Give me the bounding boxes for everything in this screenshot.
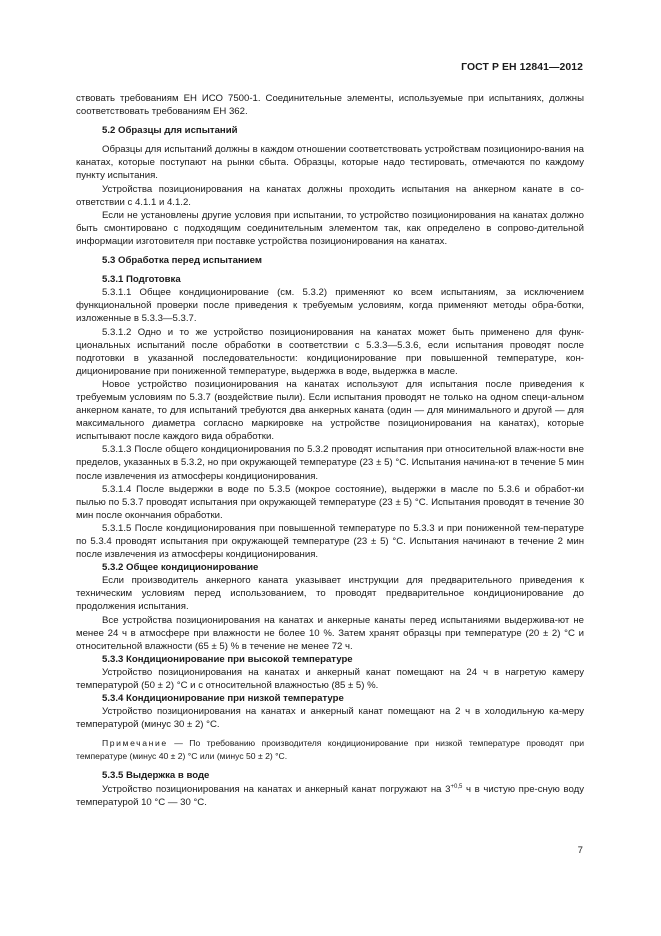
paragraph-5-3-1-3: 5.3.1.3 После общего кондиционирования по 5.3.2 проводят испытания при относительной влаж-ности вне пределов, указанных в 5.3.2, но при окружающей температуре (23 ± 5) °С. Испытания начина-ют в течение 5 мин после извлечения из атмосферы кондиционирования.: [76, 444, 584, 482]
paragraph-5-3-4: Устройство позиционирования на канатах и анкерный канат помещают на 2 ч в холодильную ка-меру температурой (минус 30 ± 2) °С.: [76, 706, 584, 731]
tolerance-superscript: +0,5: [450, 783, 463, 790]
paragraph-5-3-2-b: Все устройства позиционирования на канатах и анкерные канаты перед испытаниями выдержива-ют не менее 24 ч в атмосфере при влажности не более 10 %. Затем хранят образцы при температуре (20 ± 2) °С и относительной влажности (65 ± 5) % в течение не менее 72 ч.: [76, 614, 584, 652]
paragraph-5-3-3: Устройство позиционирования на канатах и анкерный канат помещают на 24 ч в нагретую камеру температурой (50 ± 2) °С и с относительной влажностью (85 ± 5) %.: [76, 666, 584, 692]
paragraph-5-3-5-start: Устройство позиционирования на канатах и анкерный канат погружают на 3: [102, 783, 451, 795]
paragraph-5-2-c: Если не установлены другие условия при испытании, то устройство позиционирования на канатах должно быть смонтировано с подходящим соединительным элементом так, как определено в сопрово-дительной информации изготовителя при поставке устройства позиционирования на канатах.: [76, 209, 584, 247]
paragraph-5-2-a: Образцы для испытаний должны в каждом отношении соответствовать устройствам позициониро-вания на канатах, которые поступают на рынки сбыта. Образцы, которые надо тестировать, отмечаются по каждому пункту испытания.: [76, 144, 584, 182]
section-heading-5-3-1: 5.3.1 Подготовка: [102, 274, 181, 286]
paragraph-5-3-2-a: Если производитель анкерного каната указывает инструкции для предварительного приведения к техническим условиям перед использованием, то проводят предварительное кондиционирование до продолжения испытания.: [76, 575, 584, 613]
paragraph-5-2-b: Устройства позиционирования на канатах должны проходить испытания на анкерном канате в со-ответствии с 4.1.1 и 4.1.2.: [76, 183, 584, 208]
note-label: Примечание: [102, 738, 168, 749]
paragraph-5-3-1-1: 5.3.1.1 Общее кондиционирование (см. 5.3.2) применяют ко всем испытаниям, за исключением функциональной проверки после приведения к требуемым условиям, когда применяют методы обра-ботки, изложенные в 5.3.3—5.3.7.: [76, 287, 584, 325]
section-heading-5-3-3: 5.3.3 Кондиционирование при высокой температуре: [102, 653, 353, 665]
note-paragraph: [76, 737, 584, 763]
document-body: [76, 92, 584, 809]
note-text: — По требованию производителя кондиционирование при низкой температуре проводят при температуре (минус 40 ± 2) °С или (минус 50 ± 2) °С.: [76, 738, 584, 762]
standard-number-header: ГОСТ Р ЕН 12841—2012: [461, 62, 583, 73]
paragraph-5-3-1-4: 5.3.1.4 После выдержки в воде по 5.3.5 (мокрое состояние), выдержки в масле по 5.3.6 и обработ-ки пылью по 5.3.7 проводят испытания при окружающей температуре (23 ± 5) °С. Испытания проводят в течение 30 мин после окончания обработки.: [76, 483, 584, 521]
section-heading-5-3-2: 5.3.2 Общее кондиционирование: [102, 562, 259, 574]
page-number: 7: [577, 845, 583, 856]
paragraph-5-3-1-5: 5.3.1.5 После кондиционирования при повышенной температуре по 5.3.3 и при пониженной тем-пературе по 5.3.4 проводят испытания при окружающей температуре (23 ± 5) °С. Испытания начинают в течение 2 мин после извлечения из атмосферы кондиционирования.: [76, 522, 584, 561]
paragraph-5-3-1-2: 5.3.1.2 Одно и то же устройство позиционирования на канатах может быть применено для функ-циональных испытаний после обработки в соответствии с 5.3.3—5.3.6, если испытания проводят после подготовки в указанной последовательности: кондиционирование при повышенной температуре, кон-диционирование при пониженной температуре, выдержка в воде, выдержка в масле.: [76, 326, 584, 377]
paragraph-continuation: ствовать требованиям ЕН ИСО 7500-1. Соединительные элементы, используемые при испытаниях, должны соответствовать требованиям ЕН 362.: [76, 93, 584, 118]
section-heading-5-3-5: 5.3.5 Выдержка в воде: [102, 770, 210, 782]
section-heading-5-3: 5.3 Обработка перед испытанием: [102, 255, 262, 267]
section-heading-5-3-4: 5.3.4 Кондиционирование при низкой температуре: [102, 693, 344, 705]
paragraph-5-3-5-end: ч в чистую пре-сную воду температурой 10 °С — 30 °С.: [76, 783, 584, 808]
paragraph-5-3-1-2-b: Новое устройство позиционирования на канатах используют для испытания после приведения к требуемым условиям по 5.3.7 (воздействие пыли). Если испытания проводят не только на одном специ-альном анкерном канате, то для испытаний требуются два анкерных каната (один — для минимального и другой — для максимального диаметра согласно маркировке на устройстве позиционирования на канатах), которые испытывают после каждого вида обработки.: [76, 378, 584, 443]
section-heading-5-2: 5.2 Образцы для испытаний: [102, 125, 238, 137]
paragraph-5-3-5: [76, 783, 584, 809]
